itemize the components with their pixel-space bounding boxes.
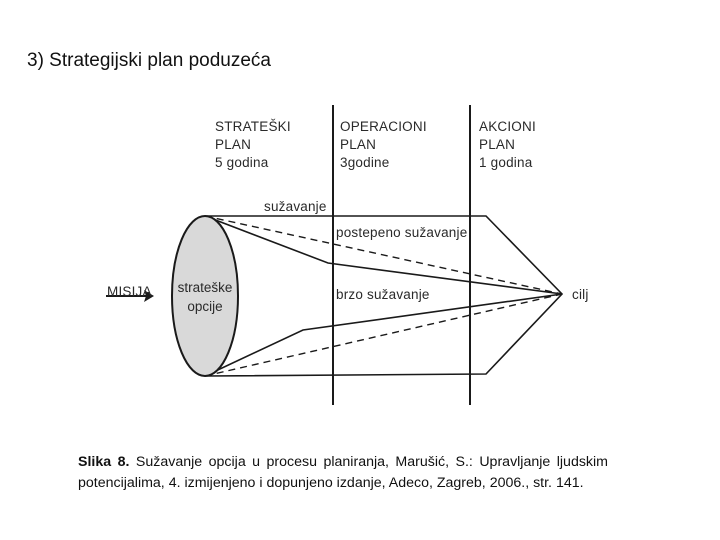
- header-action-plan: [479, 118, 536, 172]
- ellipse-label-line2: opcije: [187, 299, 223, 314]
- header-strategic-plan: [215, 118, 291, 172]
- label-postepeno-suzavanje: postepeno sužavanje: [336, 225, 468, 240]
- header-action-line1: AKCIONI: [479, 119, 536, 134]
- label-cilj: cilj: [572, 287, 589, 302]
- header-action-line2: PLAN: [479, 137, 516, 152]
- header-operational-line1: OPERACIONI: [340, 119, 427, 134]
- header-strategic-line2: PLAN: [215, 137, 252, 152]
- planning-diagram: [88, 100, 628, 412]
- dashed-lower: [205, 294, 562, 376]
- caption-text: Sužavanje opcija u procesu planiranja, Marušić, S.: Upravljanje ljudskim potencijalima, 4. izmijenjeno i dopunjeno izdanje, Adeco, Zagreb, 2006., str. 141.: [78, 454, 608, 491]
- header-operational-plan: [340, 118, 427, 172]
- caption-label: Slika 8.: [78, 454, 130, 470]
- slide-title: 3) Strategijski plan poduzeća: [27, 50, 271, 71]
- header-action-line3: 1 godina: [479, 155, 533, 170]
- label-brzo-suzavanje: brzo sužavanje: [336, 287, 430, 302]
- header-strategic-line3: 5 godina: [215, 155, 269, 170]
- header-operational-line3: 3godine: [340, 155, 390, 170]
- figure-caption: [78, 452, 608, 494]
- header-strategic-line1: STRATEŠKI: [215, 119, 291, 134]
- label-misija: MISIJA: [107, 284, 152, 299]
- header-operational-line2: PLAN: [340, 137, 377, 152]
- label-suzavanje: sužavanje: [264, 199, 327, 214]
- ellipse-label-line1: strateške: [177, 280, 233, 295]
- ellipse-label: [165, 278, 245, 316]
